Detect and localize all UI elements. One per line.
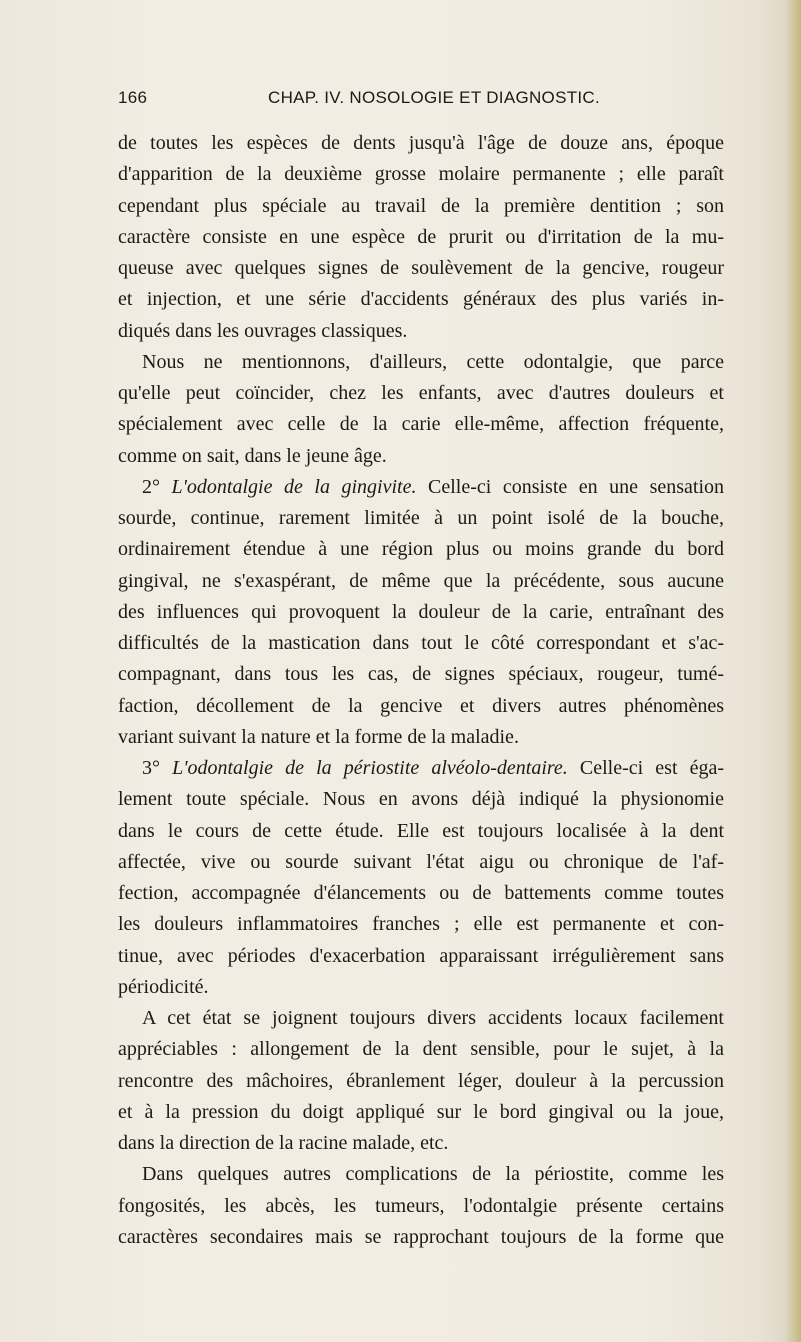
text-line: caractère consiste en une espèce de prurit ou d'irritation de la mu-	[118, 225, 724, 248]
text-line: périodicité.	[118, 975, 209, 998]
text-line: faction, décollement de la gencive et divers autres phénomènes	[118, 694, 724, 717]
page-number: 166	[118, 88, 148, 107]
text-line: Nous ne mentionnons, d'ailleurs, cette odontalgie, que parce	[142, 350, 724, 373]
body-text	[118, 128, 724, 1253]
text-line: lement toute spéciale. Nous en avons déjà indiqué la physionomie	[118, 788, 724, 811]
section-heading-periostite	[118, 753, 724, 784]
text-line: compagnant, dans tous les cas, de signes spéciaux, rougeur, tumé-	[118, 663, 724, 686]
text-line: de toutes les espèces de dents jusqu'à l'âge de douze ans, époque	[118, 132, 724, 154]
text-line: des influences qui provoquent la douleur de la carie, entraînant des	[118, 600, 724, 623]
text-line: rencontre des mâchoires, ébranlement léger, douleur à la percussion	[118, 1069, 724, 1092]
text-line: et à la pression du doigt appliqué sur le bord gingival ou la joue,	[118, 1100, 724, 1123]
page-edge	[785, 0, 801, 1342]
text-line: d'apparition de la deuxième grosse molaire permanente ; elle paraît	[118, 163, 724, 186]
text-line: sourde, continue, rarement limitée à un point isolé de la bouche,	[118, 507, 724, 529]
text-line: comme on sait, dans le jeune âge.	[118, 444, 387, 467]
text-line: diqués dans les ouvrages classiques.	[118, 319, 408, 342]
text-line: fection, accompagnée d'élancements ou de battements comme toutes	[118, 882, 724, 904]
text-line: affectée, vive ou sourde suivant l'état aigu ou chronique de l'af-	[118, 850, 724, 873]
section-heading-gingivite	[118, 472, 724, 503]
text-line: tinue, avec périodes d'exacerbation apparaissant irrégulièrement sans	[118, 944, 724, 967]
text-line: variant suivant la nature et la forme de la maladie.	[118, 725, 519, 748]
chapter-title: CHAP. IV. NOSOLOGIE ET DIAGNOSTIC.	[268, 88, 601, 107]
text-line: cependant plus spéciale au travail de la première dentition ; son	[118, 194, 724, 217]
text-line: appréciables : allongement de la dent sensible, pour le sujet, à la	[118, 1038, 724, 1061]
section-text: Celle-ci consiste en une sensation	[428, 475, 725, 498]
text-line: gingival, ne s'exaspérant, de même que la précédente, sous aucune	[118, 569, 724, 592]
text-line: spécialement avec celle de la carie elle-même, affection fréquente,	[118, 413, 724, 436]
running-head	[118, 88, 718, 112]
text-line: les douleurs inflammatoires franches ; elle est permanente et con-	[118, 913, 724, 936]
section-number: 2°	[142, 475, 160, 498]
section-title: L'odontalgie de la périostite alvéolo-dentaire.	[172, 757, 568, 779]
text-line: et injection, et une série d'accidents généraux des plus variés in-	[118, 288, 724, 311]
text-line: fongosités, les abcès, les tumeurs, l'odontalgie présente certains	[118, 1194, 724, 1217]
text-line: dans la direction de la racine malade, etc.	[118, 1132, 449, 1154]
text-line: dans le cours de cette étude. Elle est toujours localisée à la dent	[118, 819, 724, 842]
text-line: caractères secondaires mais se rapprochant toujours de la forme que	[118, 1225, 724, 1248]
text-line: difficultés de la mastication dans tout le côté correspondant et s'ac-	[118, 632, 724, 654]
section-number: 3°	[142, 757, 160, 779]
text-line: qu'elle peut coïncider, chez les enfants, avec d'autres douleurs et	[118, 382, 724, 404]
section-text: Celle-ci est éga-	[579, 757, 725, 779]
text-line: ordinairement étendue à une région plus ou moins grande du bord	[118, 538, 724, 561]
text-line: A cet état se joignent toujours divers accidents locaux facilement	[142, 1007, 724, 1029]
text-line: Dans quelques autres complications de la périostite, comme les	[142, 1163, 724, 1186]
text-line: queuse avec quelques signes de soulèvement de la gencive, rougeur	[118, 257, 724, 279]
section-title: L'odontalgie de la gingivite.	[171, 475, 417, 498]
